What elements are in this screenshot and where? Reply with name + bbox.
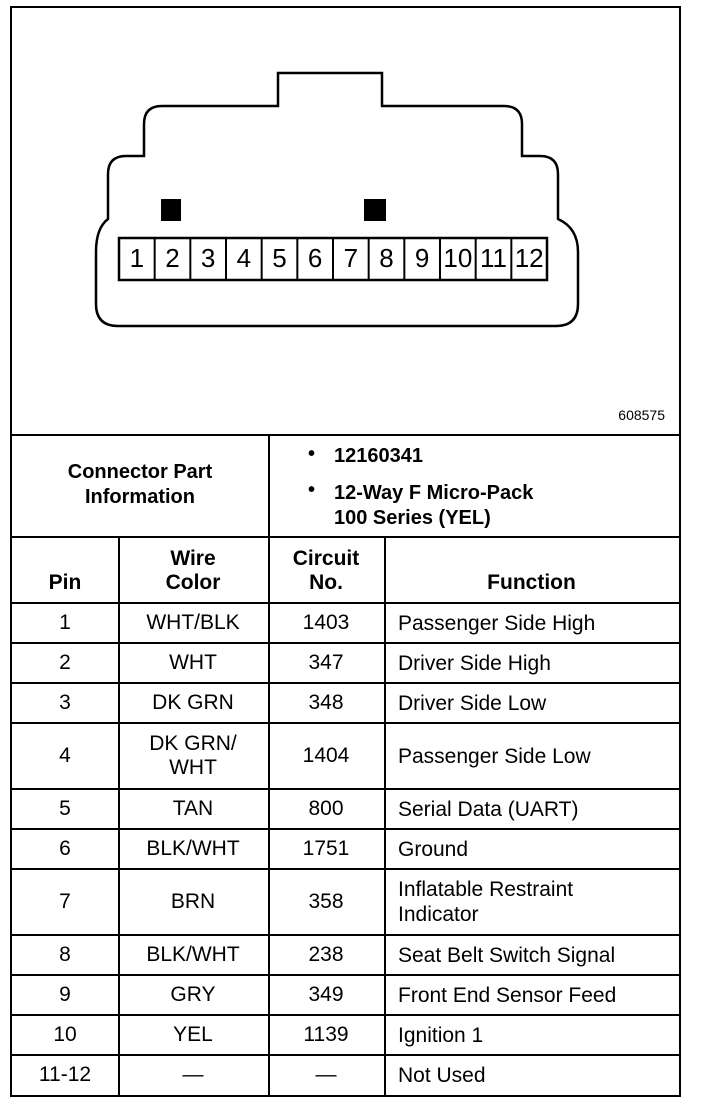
wire-color-cell-lines [149,732,237,780]
pin-cell: 3 [59,691,71,714]
function-cell [384,870,679,934]
part-number: 12160341 [334,445,423,467]
circuit-cell: 800 [308,797,344,820]
column-divider [384,536,386,1095]
wire-color-cell: BLK/WHT [146,943,240,966]
divider [12,536,679,538]
function-cell: Passenger Side Low [398,744,591,768]
circuit-cell: 358 [308,890,344,913]
connector-part-label: Connector Part Information [67,461,213,508]
pin-cell: 1 [59,611,71,634]
polarization-key-left [161,199,181,221]
circuit-cell: 1403 [302,611,350,634]
function-cell-line: Inflatable Restraint [398,878,574,901]
wire-color-cell-line: DK GRN/ [149,732,237,755]
header-function: Function [487,571,576,594]
wire-color-cell: WHT [169,651,217,674]
pin-cell: 8 [59,943,71,966]
function-cell: Ground [398,837,469,861]
pin-number: 9 [414,243,430,273]
pin-cell: 6 [59,837,71,860]
function-cell: Not Used [398,1063,486,1087]
column-divider [118,536,120,1095]
header-pin: Pin [48,571,82,594]
connector-diagram [12,8,679,434]
divider [12,434,679,436]
pin-number: 7 [343,243,359,273]
circuit-cell: 1751 [302,837,350,860]
pin-number: 11 [479,243,507,273]
pin-cell: 9 [59,983,71,1006]
pin-number: 3 [200,243,216,273]
header-wire-color: Wire Color [165,547,221,594]
circuit-cell: 349 [308,983,344,1006]
function-cell: Driver Side Low [398,691,547,715]
wire-color-cell: DK GRN [152,691,234,714]
column-divider [268,536,270,1095]
circuit-cell: 347 [308,651,344,674]
connector-outline [12,8,679,434]
function-cell-lines [398,877,573,927]
wire-color-cell [118,724,268,788]
circuit-cell: 1139 [303,1023,349,1046]
pin-cell: 5 [59,797,71,820]
pin-number: 6 [307,243,323,273]
bullet: • [308,479,316,501]
pin-cell: 4 [59,744,71,767]
polarization-key-right [364,199,386,221]
pin-number: 12 [514,243,544,273]
pin-number: 8 [379,243,394,273]
circuit-cell: 1404 [302,744,350,767]
pin-number: 2 [165,243,180,273]
wire-color-cell: GRY [170,983,216,1006]
function-cell: Passenger Side High [398,611,596,635]
circuit-cell: 238 [308,943,344,966]
function-cell: Ignition 1 [398,1023,484,1047]
function-cell: Driver Side High [398,651,551,675]
wire-color-cell: BLK/WHT [146,837,240,860]
function-cell-line: Indicator [398,903,479,926]
header-circuit-no: Circuit No. [292,547,360,594]
function-cell: Front End Sensor Feed [398,983,617,1007]
wire-color-cell: — [182,1063,204,1086]
function-cell: Seat Belt Switch Signal [398,943,616,967]
pin-cell: 10 [53,1023,77,1046]
wire-color-cell: TAN [172,797,214,820]
wire-color-cell-line: WHT [169,756,217,779]
pin-number: 10 [443,243,473,273]
wire-color-cell: WHT/BLK [146,611,240,634]
function-cell: Serial Data (UART) [398,797,579,821]
pin-cell: 7 [59,890,71,913]
divider [268,434,270,536]
connector-sheet [10,6,681,1097]
drawing-number: 608575 [618,407,665,423]
pin-number: 1 [129,243,145,273]
circuit-cell: 348 [308,691,344,714]
pin-cell: 2 [59,651,71,674]
wire-color-cell: YEL [173,1023,213,1046]
pin-cell: 11-12 [38,1063,92,1086]
pin-number: 4 [236,243,252,273]
bullet: • [308,443,316,465]
circuit-cell: — [315,1063,337,1086]
wire-color-cell: BRN [170,890,216,913]
connector-description: 12-Way F Micro-Pack 100 Series (YEL) [334,482,534,529]
pin-number: 5 [272,243,287,273]
